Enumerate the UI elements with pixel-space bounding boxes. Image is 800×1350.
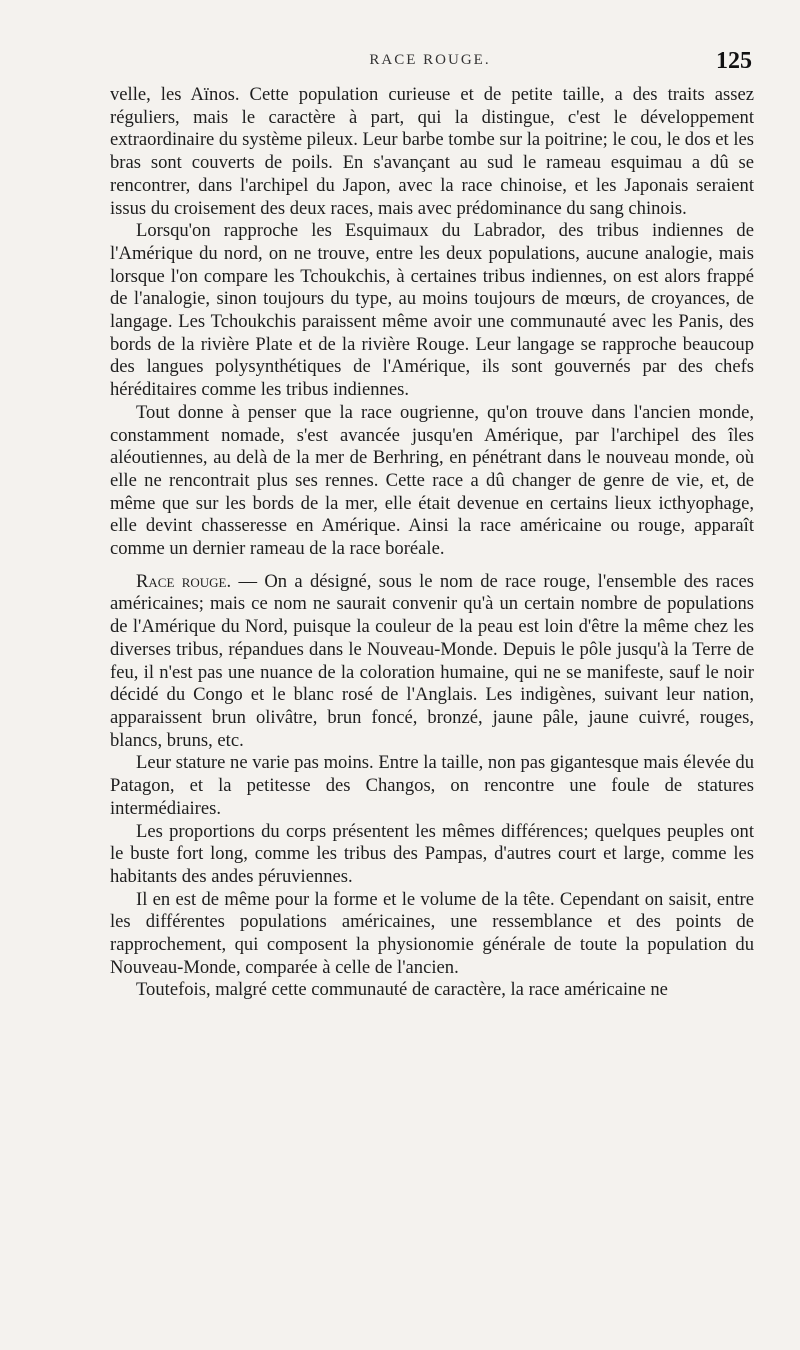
paragraph: Tout donne à penser que la race ougrienne, qu'on trouve dans l'ancien monde, constamment nomade, s'est avancée jusqu'en Amérique, par l'archipel des îles aléoutiennes, au delà de la mer de Berhring, en pénétrant dans le nouveau monde, où elle ne rencontrait plus ses rennes. Cette race a dû changer de genre de vie, et, de même que sur les bords de la mer, elle était devenue en certains lieux icthyophage, elle devint chasseresse en Amérique. Ainsi la race américaine ou rouge, apparaît comme un dernier rameau de la race boréale.: [110, 401, 754, 560]
page-number: 125: [716, 48, 752, 74]
paragraph: Lorsqu'on rapproche les Esquimaux du Labrador, des tribus indiennes de l'Amérique du nord, on ne trouve, entre les deux populations, aucune analogie, mais lorsque l'on compare les Tchoukchis, à certaines tribus indiennes, on est alors frappé de l'analogie, sinon toujours du type, au moins toujours de mœurs, de croyances, de langage. Les Tchoukchis paraissent même avoir une communauté avec les Panis, des bords de la rivière Plate et de la rivière Rouge. Leur langage se rapproche beaucoup des langues polysynthétiques de l'Amérique, ils sont gouvernés par des chefs héréditaires comme les tribus indiennes.: [110, 220, 754, 401]
section-heading: Race rouge.: [136, 570, 232, 592]
page-header: [108, 48, 752, 78]
body-text: [110, 84, 754, 1002]
paragraph: Les proportions du corps présentent les mêmes différences; quelques peuples ont le buste fort long, comme les tribus des Pampas, d'autres court et large, comme les habitants des andes péruviennes.: [110, 820, 754, 887]
paragraph: velle, les Aïnos. Cette population curieuse et de petite taille, a des traits assez réguliers, mais le caractère à part, qui la distingue, c'est le développement extraordinaire du système pileux. Leur barbe tombe sur la poitrine; le cou, le dos et les bras sont couverts de poils. En s'avançant au sud le rameau esquimau a dû se rencontrer, dans l'archipel du Japon, avec la race chinoise, et les Japonais seraient issus du croisement des deux races, mais avec prédominance du sang chinois.: [110, 84, 754, 219]
paragraph: Leur stature ne varie pas moins. Entre la taille, non pas gigantesque mais élevée du Patagon, et la petitesse des Changos, on rencontre une foule de statures intermédiaires.: [110, 752, 754, 819]
running-head: RACE ROUGE.: [369, 52, 491, 68]
section-paragraph: [110, 571, 754, 753]
paragraph: Toutefois, malgré cette communauté de caractère, la race américaine ne: [136, 979, 668, 1001]
section-intro: — On a désigné, sous le nom de race rouge, l'ensemble des races américaines; mais ce nom ne saurait convenir qu'à un certain nombre de populations de l'Amérique du Nord, puisque la couleur de la peau est loin d'être la même chez les diverses tribus, répandues dans le Nouveau-Monde. Depuis le pôle jusqu'à la Terre de feu, il n'est pas une nuance de la coloration humaine, qui ne se manifeste, sauf le noir décidé du Congo et le blanc rosé de l'Anglais. Les indigènes, suivant leur nation, apparaissent brun olivâtre, brun foncé, bronzé, jaune pâle, jaune cuivré, rouges, blancs, bruns, etc.: [110, 570, 754, 751]
paragraph: Il en est de même pour la forme et le volume de la tête. Cependant on saisit, entre les différentes populations américaines, une ressemblance et des points de rapprochement, qui composent la physionomie générale de toute la population du Nouveau-Monde, comparée à celle de l'ancien.: [110, 888, 754, 978]
